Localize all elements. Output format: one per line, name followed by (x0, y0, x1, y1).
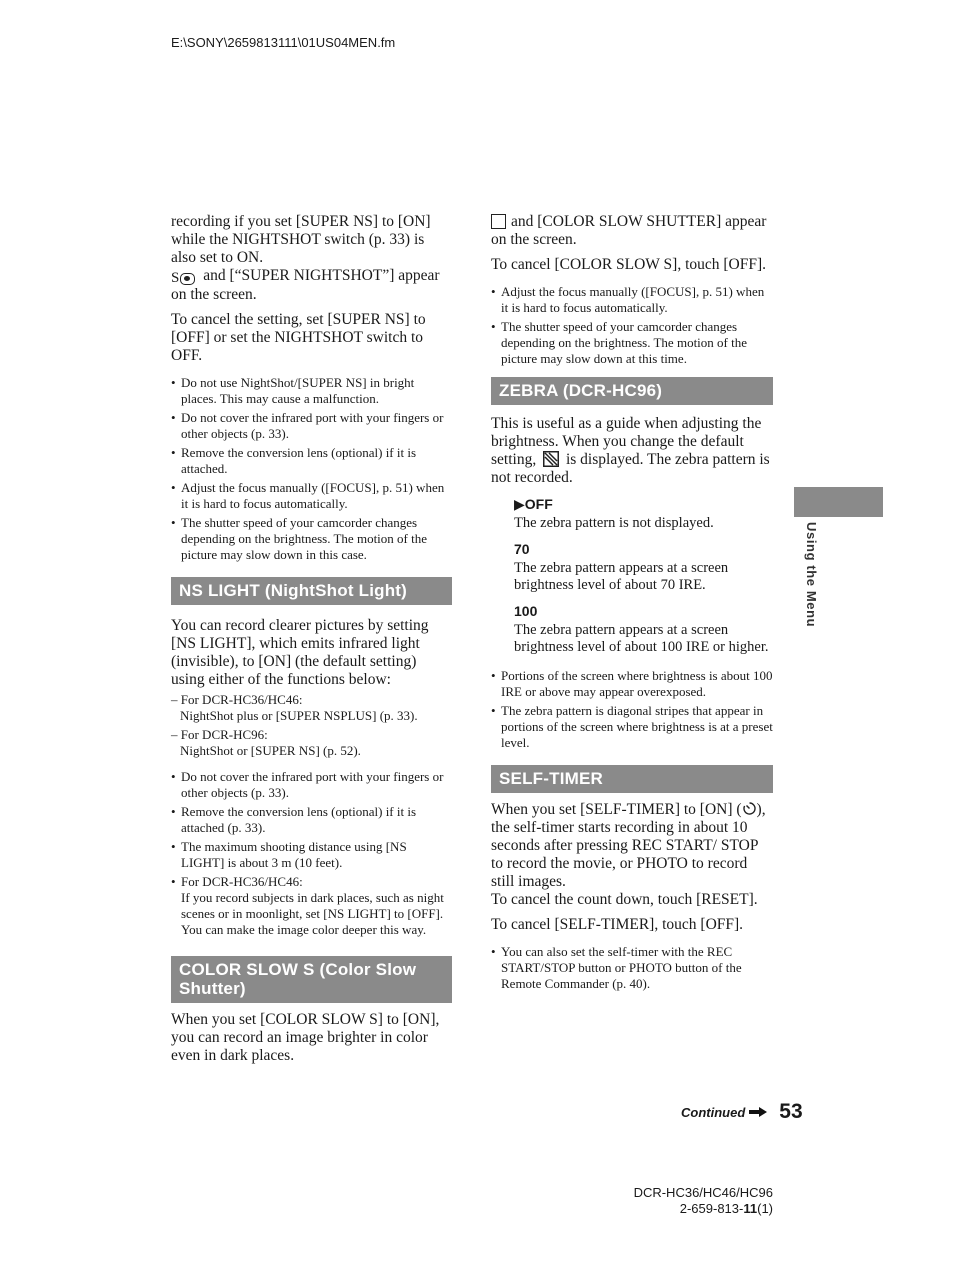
right-column (491, 213, 773, 995)
model-label: – For DCR-HC96: (171, 727, 268, 742)
file-path: E:\SONY\2659813111\01US04MEN.fm (171, 35, 396, 50)
model-detail: NightShot plus or [SUPER NSPLUS] (p. 33). (180, 708, 418, 723)
color-slow-paragraph-1 (491, 213, 773, 249)
color-slow-notes (491, 284, 773, 367)
footer-code-bold: 11 (743, 1201, 758, 1216)
left-column (171, 213, 452, 1072)
note-detail: If you record subjects in dark places, such as night scenes or in moonlight, set [NS LIGHT] to [OFF]. You can make the image color deeper this way. (181, 890, 444, 937)
list-item (171, 692, 452, 724)
side-section-label: Using the Menu (804, 522, 819, 628)
note-model: For DCR-HC36/HC46: (181, 874, 303, 889)
footer (634, 1185, 773, 1217)
page-number: 53 (779, 1100, 803, 1123)
self-timer-heading: SELF-TIMER (491, 765, 773, 793)
list-item (171, 874, 452, 938)
zebra-option-100 (491, 602, 773, 656)
list-item: • The maximum shooting distance using [NS LIGHT] is about 3 m (10 feet). (171, 839, 452, 871)
self-timer-body (491, 801, 773, 909)
section-tab (794, 487, 883, 517)
footer-code-prefix: 2-659-813- (679, 1201, 744, 1216)
self-timer-text-b: ), the self-timer starts recording in about 10 seconds after pressing REC START/ STOP to record the movie, or PHOTO to record still images. (491, 801, 766, 890)
zebra-notes (491, 668, 773, 751)
zebra-option-70 (491, 540, 773, 594)
list-item: • Adjust the focus manually ([FOCUS], p. 51) when it is hard to focus automatically. (171, 480, 452, 512)
super-nightshot-icon: S (171, 271, 195, 286)
intro-paragraph-1 (171, 213, 452, 304)
list-item: • You can also set the self-timer with the REC START/STOP button or PHOTO button of the Remote Commander (p. 40). (491, 944, 773, 992)
list-item (171, 727, 452, 759)
model-label: – For DCR-HC36/HC46: (171, 692, 303, 707)
footer-model: DCR-HC36/HC46/HC96 (633, 1185, 773, 1200)
list-item: • Do not use NightShot/[SUPER NS] in bright places. This may cause a malfunction. (171, 375, 452, 407)
zebra-option-desc: The zebra pattern is not displayed. (514, 515, 714, 531)
zebra-option-off (491, 495, 773, 532)
footer-code (634, 1201, 773, 1217)
zebra-option-desc: The zebra pattern appears at a screen brightness level of about 70 IRE. (514, 560, 729, 593)
list-item: • Do not cover the infrared port with your fingers or other objects (p. 33). (171, 410, 452, 442)
zebra-icon (543, 451, 559, 467)
zebra-body-1: This is useful as a guide when adjusting the brightness. When you change the default setting, (491, 415, 762, 468)
list-item: • Portions of the screen where brightness is about 100 IRE or above may appear overexposed. (491, 668, 773, 700)
notes-list-1 (171, 375, 452, 563)
color-slow-shutter-icon (491, 214, 506, 229)
zebra-option-label: 70 (514, 541, 530, 557)
list-item: • Adjust the focus manually ([FOCUS], p. 51) when it is hard to focus automatically. (491, 284, 773, 316)
list-item: • The shutter speed of your camcorder changes depending on the brightness. The motion of the picture may slow down in this case. (171, 515, 452, 563)
self-timer-notes (491, 944, 773, 992)
color-slow-heading-line-1: COLOR SLOW S (Color Slow (179, 960, 417, 979)
intro-icon-text: and [“SUPER NIGHTSHOT”] appear on the screen. (171, 267, 440, 303)
timer-icon (742, 801, 757, 816)
zebra-option-label: 100 (514, 603, 538, 619)
model-detail: NightShot or [SUPER NS] (p. 52). (180, 743, 361, 758)
zebra-body (491, 415, 773, 487)
zebra-option-desc: The zebra pattern appears at a screen brightness level of about 100 IRE or higher. (514, 622, 769, 655)
color-slow-heading (171, 956, 452, 1003)
color-slow-body: When you set [COLOR SLOW S] to [ON], you can record an image brighter in color even in dark places. (171, 1011, 440, 1064)
self-timer-text-a: When you set [SELF-TIMER] to [ON] ( (491, 801, 742, 818)
ns-light-heading: NS LIGHT (NightShot Light) (171, 577, 452, 605)
self-timer-cancel: To cancel [SELF-TIMER], touch [OFF]. (491, 916, 744, 933)
zebra-heading: ZEBRA (DCR-HC96) (491, 377, 773, 405)
list-item: • The zebra pattern is diagonal stripes that appear in portions of the screen where brightness is at a preset level. (491, 703, 773, 751)
color-slow-heading-line-2: Shutter) (179, 979, 246, 998)
list-item: • Do not cover the infrared port with your fingers or other objects (p. 33). (171, 769, 452, 801)
arrow-right-icon (749, 1107, 767, 1117)
notes-list-2 (171, 769, 452, 938)
footer-code-suffix: (1) (757, 1201, 773, 1216)
ns-light-model-list (171, 692, 452, 759)
zebra-body-2: is displayed. The zebra pattern is not recorded. (491, 451, 770, 486)
intro-paragraph-2: To cancel the setting, set [SUPER NS] to [OFF] or set the NIGHTSHOT switch to OFF. (171, 311, 426, 364)
list-item: • The shutter speed of your camcorder changes depending on the brightness. The motion of the picture may slow down at this time. (491, 319, 773, 367)
list-item: • Remove the conversion lens (optional) if it is attached. (171, 445, 452, 477)
list-item: • Remove the conversion lens (optional) if it is attached (p. 33). (171, 804, 452, 836)
color-slow-paragraph-2: To cancel [COLOR SLOW S], touch [OFF]. (491, 256, 767, 273)
color-slow-text: and [COLOR SLOW SHUTTER] appear on the screen. (491, 213, 767, 248)
ns-light-body: You can record clearer pictures by setting [NS LIGHT], which emits infrared light (invisible), to [ON] (the default setting) using either of the functions below: (171, 617, 429, 688)
self-timer-text-c: To cancel the count down, touch [RESET]. (491, 891, 758, 908)
intro-text: recording if you set [SUPER NS] to [ON] while the NIGHTSHOT switch (p. 33) is also set to ON. (171, 213, 431, 266)
continued-label: Continued (681, 1104, 746, 1120)
zebra-option-label: ▶OFF (514, 496, 553, 512)
continued-indicator (681, 1100, 803, 1124)
